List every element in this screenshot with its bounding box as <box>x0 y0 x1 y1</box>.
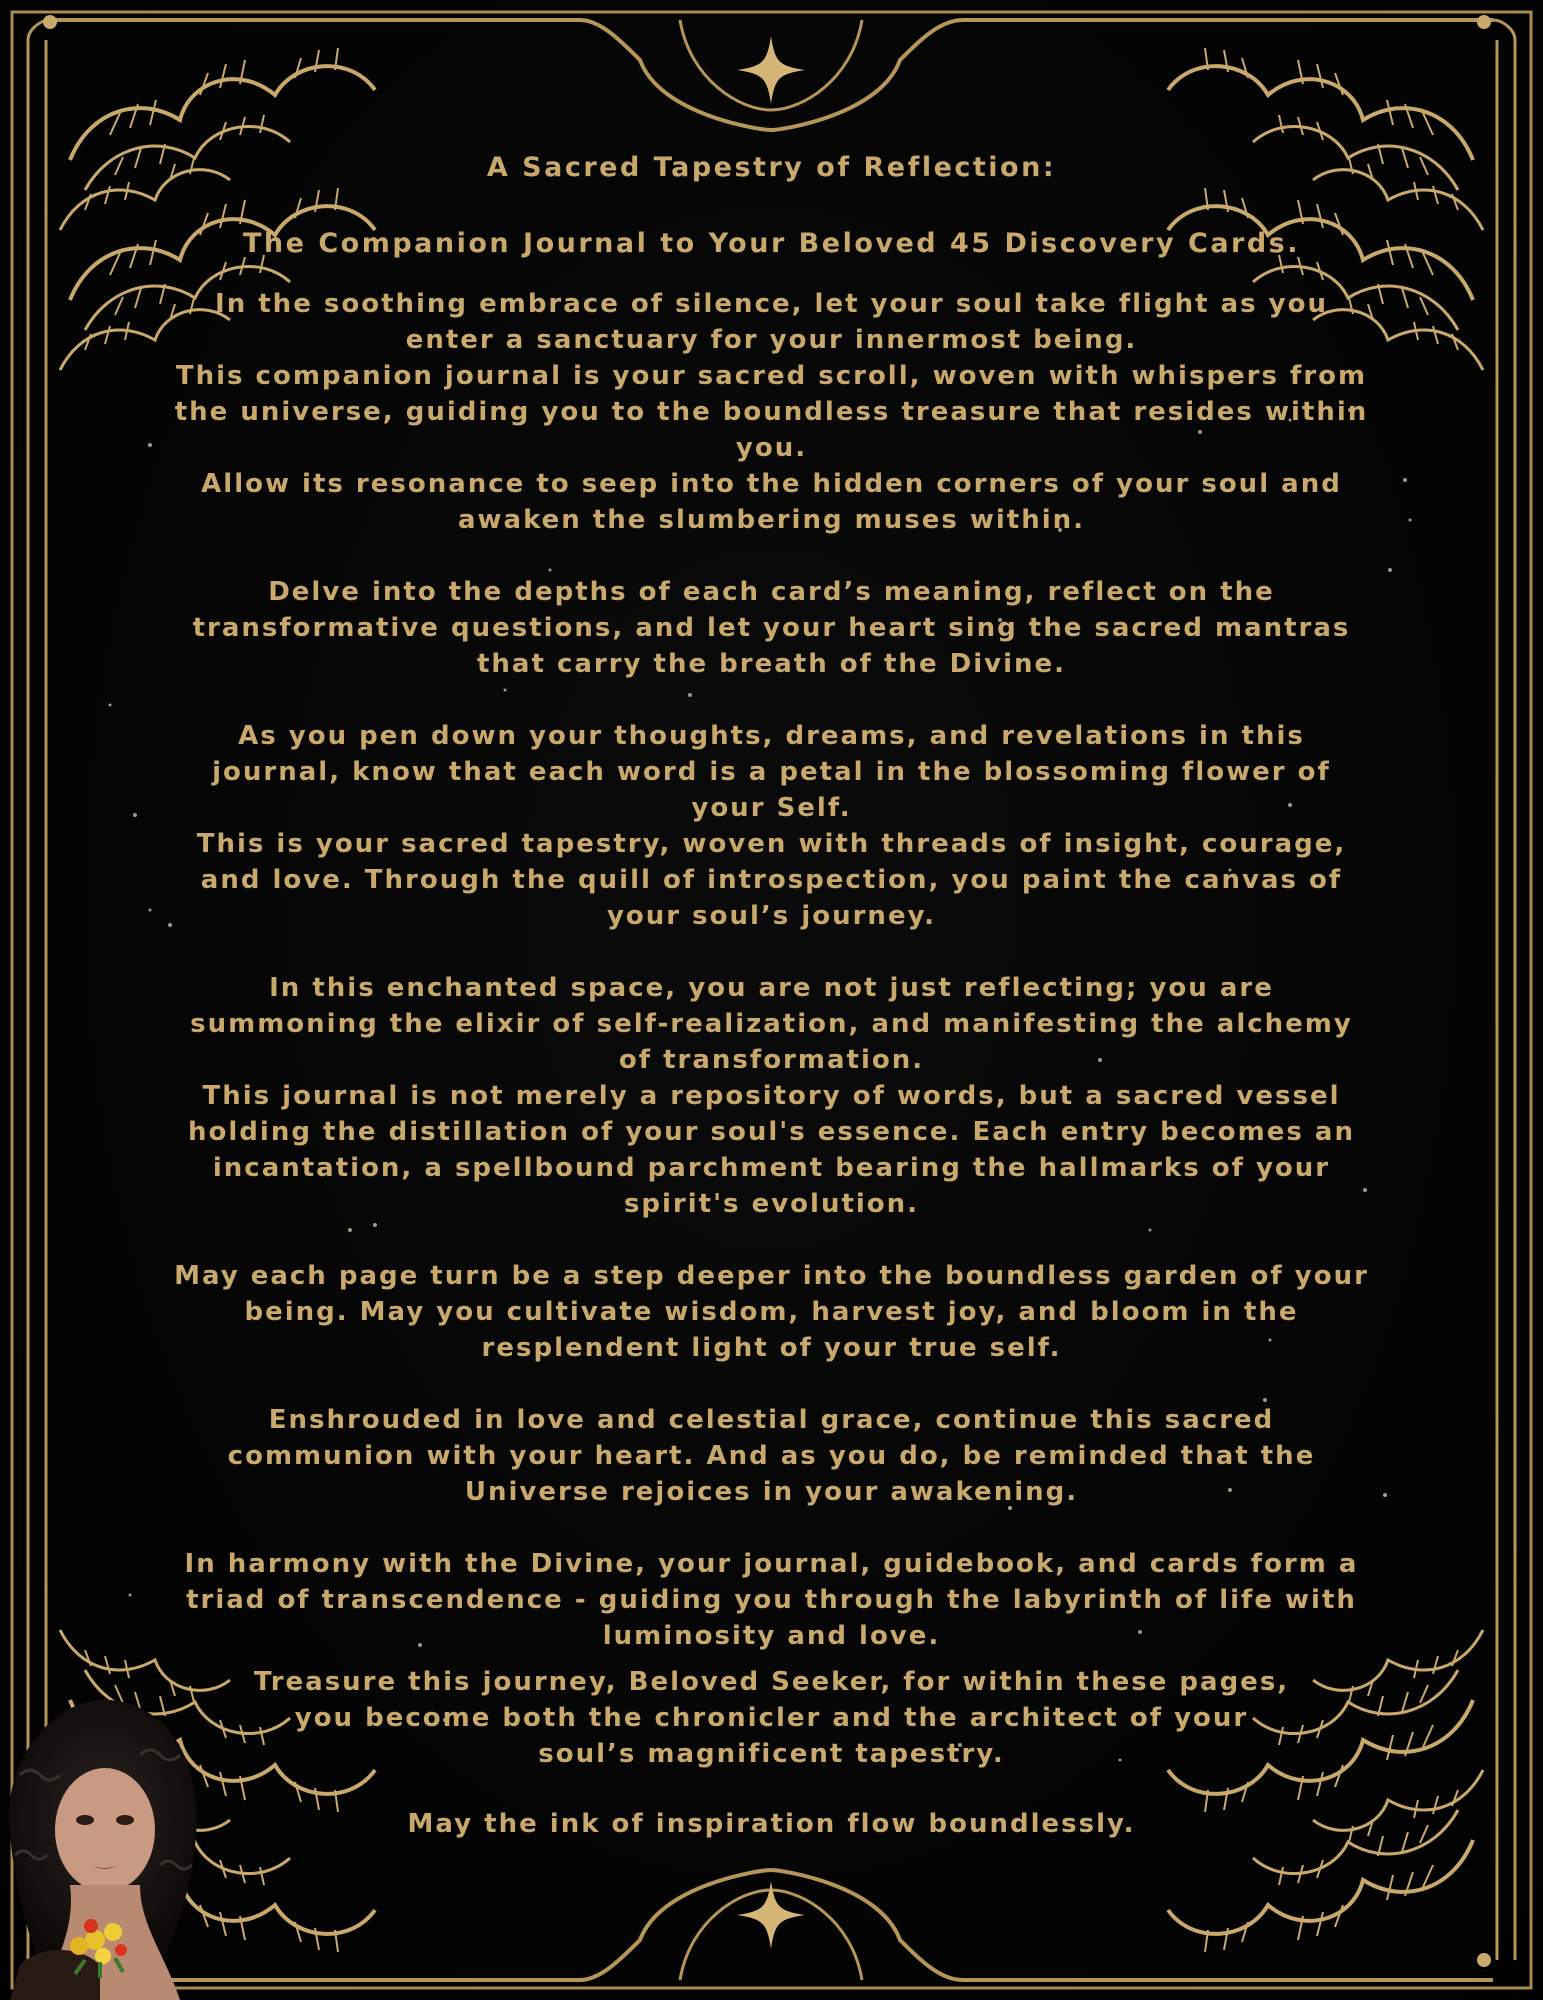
paragraph: Allow its resonance to seep into the hidden corners of your soul and awaken the slumbering muses within. <box>201 469 1342 535</box>
top-star-icon <box>737 36 805 104</box>
paragraph: This is your sacred tapestry, woven with threads of insight, courage, and love. Through the quill of introspection, you paint the canvas of your soul’s journey. <box>196 829 1347 931</box>
paragraph: Treasure this journey, Beloved Seeker, for within these pages, you become both the chronicler and the architect of your soul’s magnificent tapestry. <box>253 1667 1290 1769</box>
page-subtitle: The Companion Journal to Your Beloved 45 Discovery Cards. <box>242 228 1301 259</box>
paragraph-closing: May the ink of inspiration flow boundlessly. <box>407 1809 1136 1839</box>
paragraph: This companion journal is your sacred scroll, woven with whispers from the universe, guiding you to the boundless treasure that resides within you. <box>174 361 1369 463</box>
paragraph: In this enchanted space, you are not just reflecting; you are summoning the elixir of self-realization, and manifesting the alchemy of transformation. <box>190 973 1353 1075</box>
paragraph: May each page turn be a step deeper into the boundless garden of your being. May you cultivate wisdom, harvest joy, and bloom in the resplendent light of your true self. <box>174 1261 1369 1363</box>
paragraph: In harmony with the Divine, your journal, guidebook, and cards form a triad of transcendence - guiding you through the labyrinth of life with luminosity and love. <box>184 1549 1359 1651</box>
paragraph: In the soothing embrace of silence, let your soul take flight as you enter a sanctuary for your innermost being. <box>215 289 1328 355</box>
paragraph: Enshrouded in love and celestial grace, continue this sacred communion with your heart. And as you do, be reminded that the Universe rejoices in your awakening. <box>227 1405 1316 1507</box>
bottom-star-icon <box>737 1881 805 1949</box>
paragraph: As you pen down your thoughts, dreams, and revelations in this journal, know that each word is a petal in the blossoming flower of your Self. <box>212 721 1331 823</box>
paragraph: This journal is not merely a repository of words, but a sacred vessel holding the distillation of your soul's essence. Each entry becomes an incantation, a spellbound parchment bearing the hallmarks of your spirit's evolution. <box>188 1081 1355 1219</box>
author-portrait-icon <box>0 1695 205 2000</box>
page-title: A Sacred Tapestry of Reflection: <box>486 152 1057 183</box>
paragraph: Delve into the depths of each card’s meaning, reflect on the transformative questions, and let your heart sing the sacred mantras that carry the breath of the Divine. <box>192 577 1351 679</box>
